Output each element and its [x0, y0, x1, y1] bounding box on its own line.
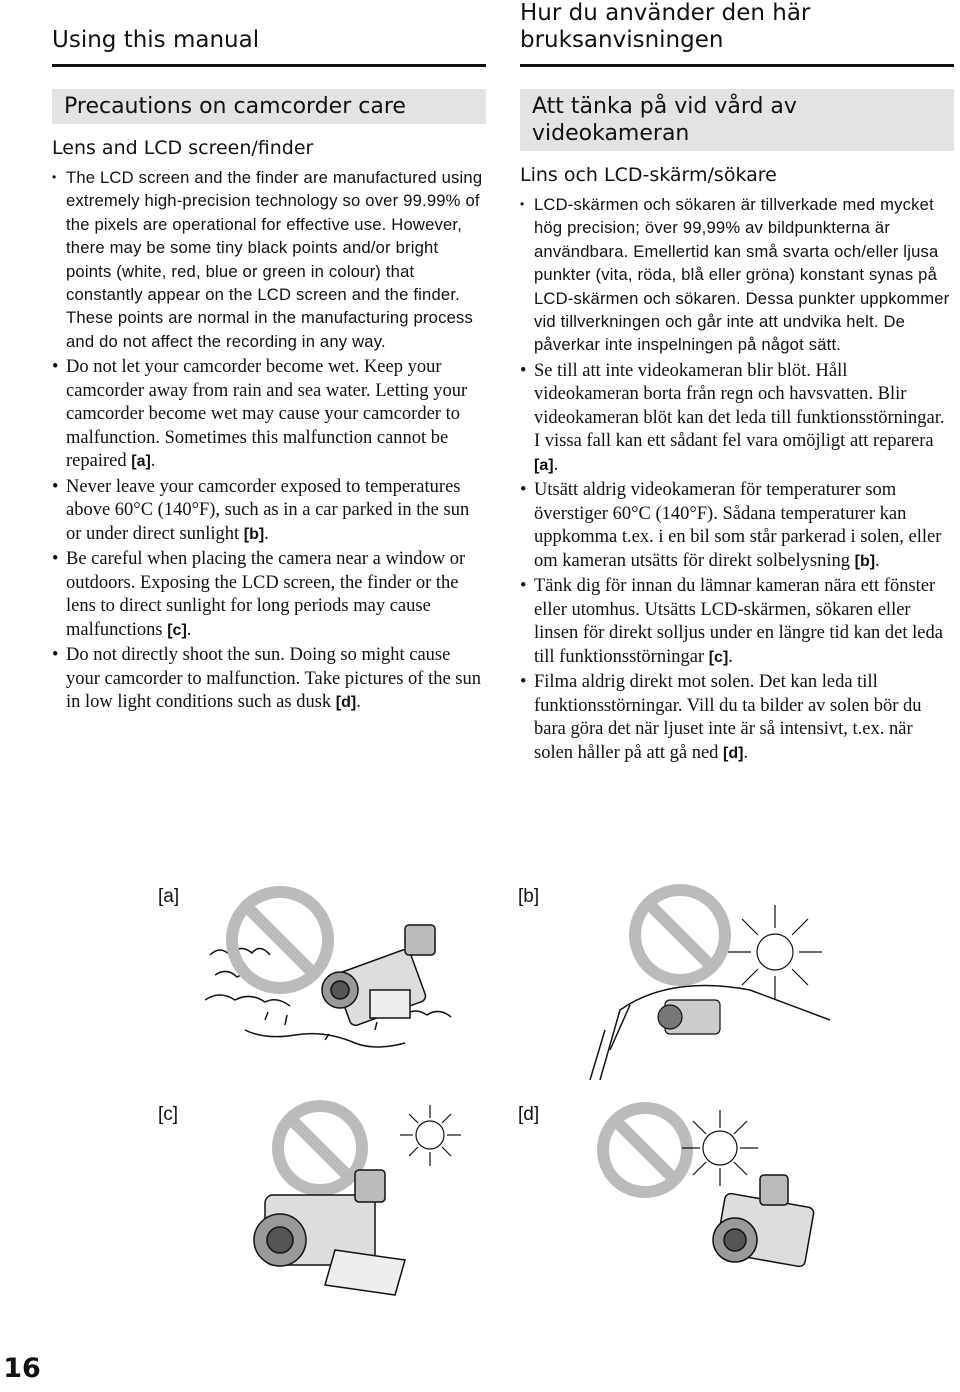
illustration-shoot-sun — [570, 1100, 870, 1300]
prohibition-sign-icon — [278, 1106, 362, 1190]
page-header-title-sv: Hur du använder den här bruksanvisningen — [520, 0, 811, 53]
subheading-sv: Lins och LCD-skärm/sökare — [520, 164, 777, 186]
figure-ref: [c] — [167, 621, 187, 639]
figure-ref: [a] — [131, 453, 151, 471]
list-item: • Utsätt aldrig videokameran för temperaturer som överstiger 60°C (140°F). Sådana temperaturer kan uppkomma t.ex. i en bil som står parkerad i solen, eller om kameran utsätts för direkt solbelysning [b]. — [520, 480, 942, 571]
figure-ref: [d] — [335, 694, 357, 712]
english-column — [52, 0, 486, 717]
figure-ref: [b] — [854, 552, 876, 570]
prohibition-sign-icon — [232, 892, 328, 988]
prohibition-sign-icon — [603, 1108, 687, 1192]
list-item: • Do not let your camcorder become wet. Keep your camcorder away from rain and sea water. Letting your camcorder become wet may cause your camcorder to malfunction. Sometimes this malfunction cannot be repaired [a]. — [52, 357, 468, 472]
camcorder-icon — [713, 1175, 815, 1267]
sun-icon — [682, 1110, 758, 1186]
figure-label-b: [b] — [518, 886, 540, 907]
list-item: • Be careful when placing the camera near a window or outdoors. Exposing the LCD screen, the finder or the lens to direct sunlight for long periods may cause malfunctions [c]. — [52, 549, 466, 640]
page-number: 16 — [3, 1352, 41, 1384]
header-rule — [520, 64, 954, 67]
list-item: • Never leave your camcorder exposed to temperatures above 60°C (140°F), such as in a car parked in the sun or under direct sunlight [b]. — [52, 476, 470, 544]
figure-label-d: [d] — [518, 1104, 540, 1125]
figure-ref: [d] — [723, 744, 744, 762]
list-item: • Se till att inte videokameran blir blöt. Håll videokameran borta från regn och havsvatten. Blir videokameran blöt kan det leda till funktionsstörningar. I vissa fall kan ett sådant fel vara omöjligt att reparera [a]. — [520, 360, 945, 475]
section-title-sv: Att tänka på vid vård av videokameran — [520, 89, 954, 151]
swedish-column — [520, 0, 954, 767]
list-item: • The LCD screen and the finder are manufactured using extremely high-precision technology so over 99.99% of the pixels are operational for effective use. However, there may be some tiny black points and/or bright points (white, red, blue or green in colour) that constantly appear on the LCD screen and the finder. These points are normal in the manufacturing process and do not affect the recording in any way. — [52, 168, 483, 351]
page-header-title: Using this manual — [52, 27, 260, 53]
illustration-wet-camcorder — [205, 880, 475, 1080]
precaution-list — [52, 166, 486, 715]
header-rule — [52, 64, 486, 67]
list-item: • Filma aldrig direkt mot solen. Det kan leda till funktionsstörningar. Vill du ta bilder av solen bör du bara göra det när ljuset inte är så intensivt, t.ex. när solen håller på att gå ned [d]. — [520, 672, 922, 763]
list-item: • Tänk dig för innan du lämnar kameran nära ett fönster eller utomhus. Utsätts LCD-skärmen, sökaren eller linsen för direkt solljus under en längre tid kan det leda till funktionsstörningar [c]. — [520, 576, 943, 667]
figure-ref: [a] — [534, 456, 554, 474]
sun-icon — [400, 1105, 461, 1166]
figure-ref: [b] — [243, 525, 265, 543]
camcorder-icon — [658, 1000, 720, 1034]
list-item: • Do not directly shoot the sun. Doing so might cause your camcorder to malfunction. Take pictures of the sun in low light conditions such as dusk [d]. — [52, 645, 481, 713]
illustration-car-in-sun — [570, 880, 870, 1080]
sun-icon — [728, 905, 822, 1000]
list-item: • LCD-skärmen och sökaren är tillverkade med mycket hög precision; över 99,99% av bildpunkterna är användbara. Emellertid kan små svarta och/eller ljusa punkter (vita, röda, blå eller gröna) konstant synas på LCD-skärmen och sökaren. Dessa punkter uppkommer vid tillverkningen och går inte att undvika helt. De påverkar inte inspelningen på något sätt. — [520, 195, 950, 355]
precaution-list-sv — [520, 193, 954, 765]
figure-ref: [c] — [708, 648, 729, 666]
prohibition-sign-icon — [635, 890, 725, 980]
subheading: Lens and LCD screen/finder — [52, 137, 314, 159]
figure-label-c: [c] — [158, 1104, 179, 1125]
section-title: Precautions on camcorder care — [52, 89, 486, 124]
figure-label-a: [a] — [158, 886, 180, 907]
illustration-lcd-sunlight — [205, 1100, 485, 1300]
